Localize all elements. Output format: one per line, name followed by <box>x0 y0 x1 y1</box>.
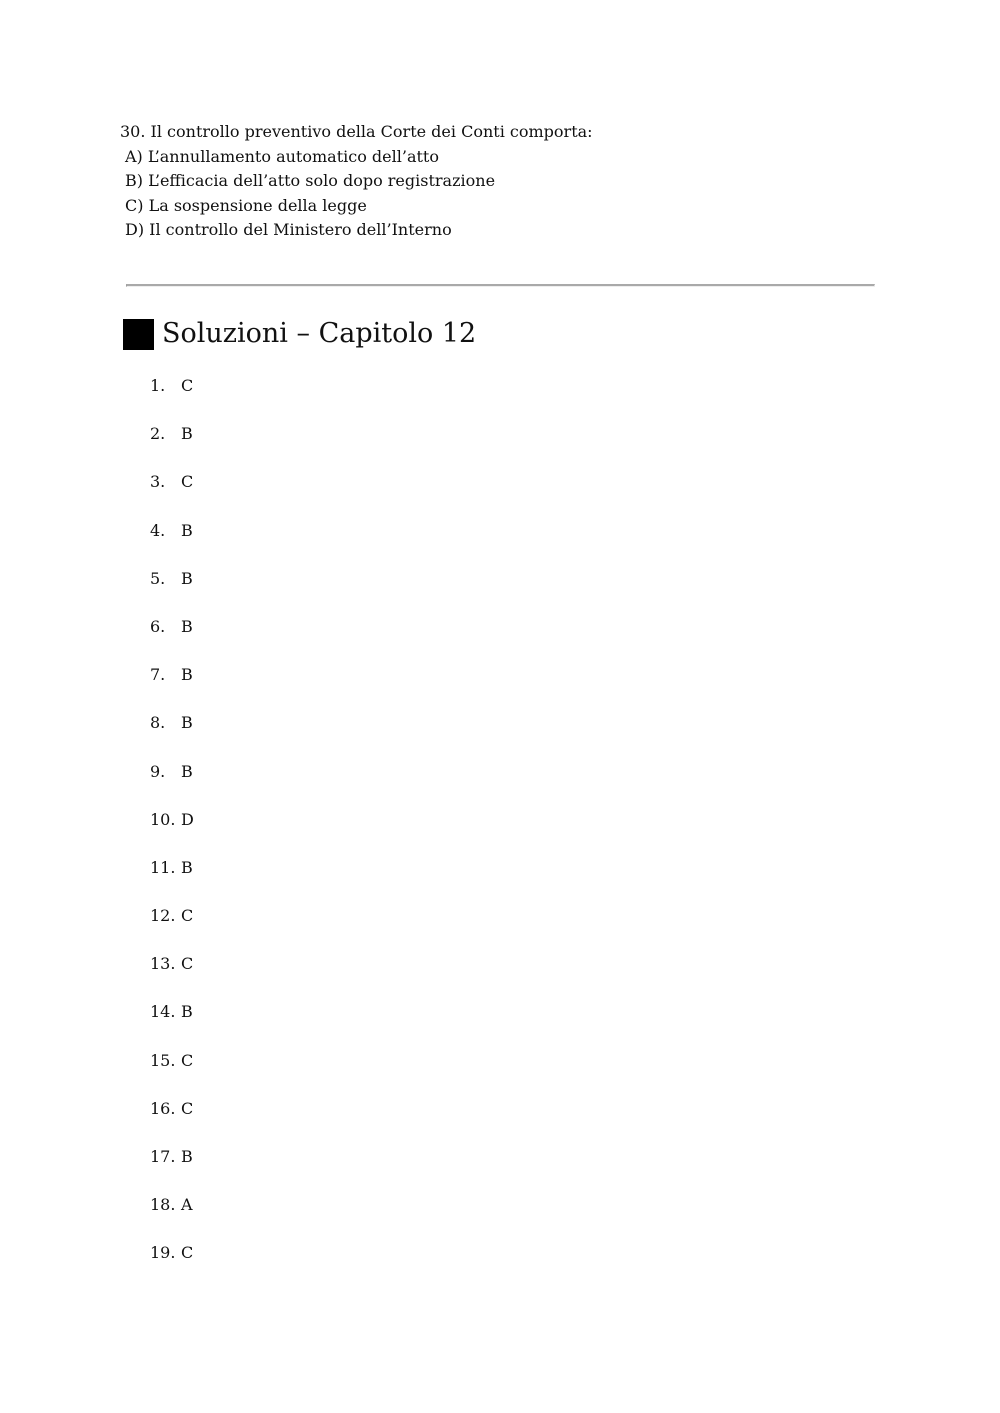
solution-letter: B <box>181 568 193 588</box>
solution-item <box>150 374 194 422</box>
solution-letter: C <box>181 1098 194 1118</box>
solution-number: 2. <box>150 424 166 444</box>
solution-letter: B <box>181 424 193 444</box>
solution-number: 7. <box>150 665 166 685</box>
solution-item <box>150 567 194 615</box>
solution-item <box>150 808 194 856</box>
solution-number: 9. <box>150 761 166 781</box>
solution-letter: B <box>181 857 193 877</box>
solution-item <box>150 760 194 808</box>
solution-letter: B <box>181 1147 193 1166</box>
solution-item <box>150 1241 194 1289</box>
solution-item <box>150 519 194 567</box>
solution-number: 11. <box>150 857 176 877</box>
question-stem: 30. Il controllo preventivo della Corte dei Conti comporta: <box>120 122 593 141</box>
answer-options <box>120 145 880 243</box>
solution-item <box>150 1145 194 1193</box>
solutions-heading <box>123 314 476 354</box>
solution-item <box>150 711 194 759</box>
solution-item <box>150 422 194 470</box>
solution-letter: D <box>181 809 194 829</box>
solution-letter: C <box>181 1243 194 1263</box>
solution-letter: B <box>181 616 193 636</box>
solution-letter: C <box>181 472 194 492</box>
solution-item <box>150 1193 194 1241</box>
question-30 <box>120 120 880 243</box>
solution-item <box>150 952 194 1000</box>
solution-letter: B <box>181 1002 193 1022</box>
solution-letter: B <box>181 713 193 733</box>
solution-number: 1. <box>150 376 166 395</box>
solution-number: 10. <box>150 809 176 829</box>
solution-number: 15. <box>150 1050 176 1070</box>
solution-number: 4. <box>150 520 166 540</box>
option-b: B) L’efficacia dell’atto solo dopo registrazione <box>125 171 496 190</box>
section-divider <box>126 284 875 287</box>
solutions-title: Soluzioni – Capitolo 12 <box>162 318 477 349</box>
option-a: A) L’annullamento automatico dell’atto <box>125 146 439 166</box>
solutions-list <box>150 374 194 1290</box>
solution-letter: B <box>181 665 193 685</box>
solution-number: 6. <box>150 616 166 636</box>
solution-letter: A <box>181 1195 193 1215</box>
solution-number: 12. <box>150 906 176 926</box>
solution-number: 3. <box>150 472 166 492</box>
solution-item <box>150 904 194 952</box>
solution-number: 19. <box>150 1243 176 1263</box>
option-d: D) Il controllo del Ministero dell’Interno <box>125 220 452 239</box>
solution-number: 16. <box>150 1098 176 1118</box>
solution-number: 5. <box>150 568 166 588</box>
solution-letter: C <box>181 954 194 974</box>
solution-letter: C <box>181 1050 194 1070</box>
solution-item <box>150 615 194 663</box>
solution-letter: C <box>181 906 194 926</box>
solution-number: 13. <box>150 954 176 974</box>
solution-letter: B <box>181 520 193 540</box>
solution-item <box>150 470 194 518</box>
solution-item <box>150 1000 194 1048</box>
solution-letter: C <box>181 376 194 395</box>
solution-number: 17. <box>150 1147 176 1166</box>
solution-item <box>150 663 194 711</box>
option-c: C) La sospensione della legge <box>125 195 367 215</box>
solution-item <box>150 856 194 904</box>
solution-number: 14. <box>150 1002 176 1022</box>
solution-number: 18. <box>150 1195 176 1215</box>
solution-item <box>150 1097 194 1145</box>
black-square-icon <box>123 319 154 350</box>
solution-letter: B <box>181 761 193 781</box>
solution-number: 8. <box>150 713 166 733</box>
solution-item <box>150 1049 194 1097</box>
